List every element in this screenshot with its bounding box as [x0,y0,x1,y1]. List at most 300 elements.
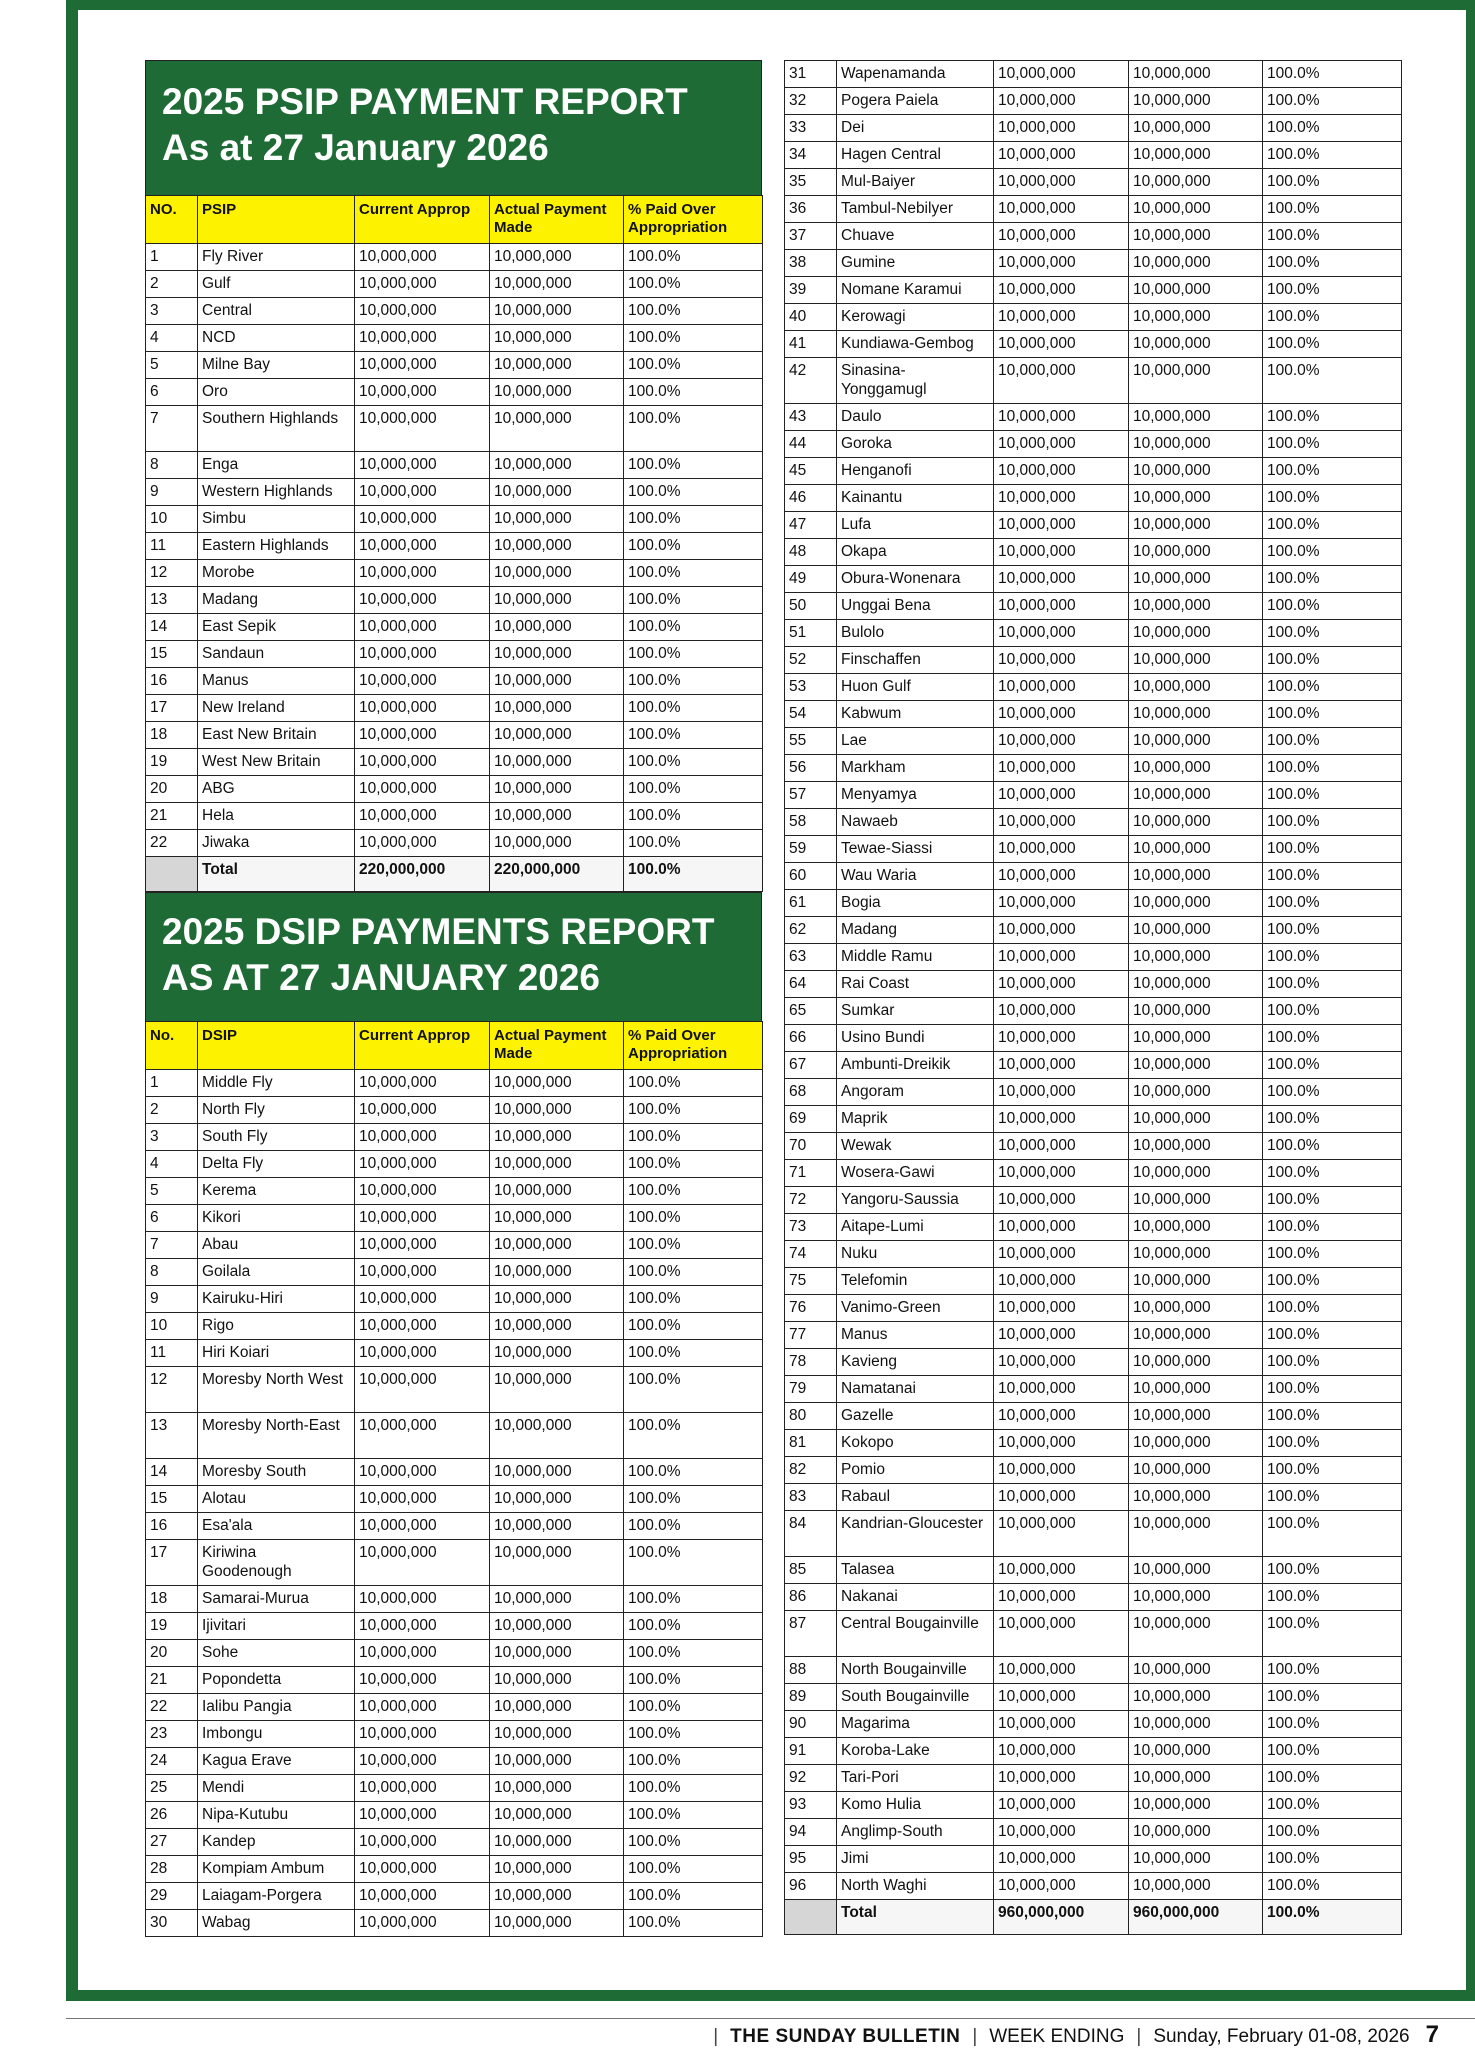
current-approp: 10,000,000 [994,755,1129,782]
district-name: NCD [198,325,355,352]
percent-paid: 100.0% [624,1829,763,1856]
row-number: 17 [146,695,198,722]
actual-payment: 10,000,000 [1129,1403,1263,1430]
table-row [785,863,1402,890]
actual-payment: 10,000,000 [490,1667,624,1694]
district-name: Daulo [837,404,994,431]
row-number: 56 [785,755,837,782]
table-row [785,539,1402,566]
current-approp: 10,000,000 [355,722,490,749]
actual-payment: 10,000,000 [1129,809,1263,836]
actual-payment: 10,000,000 [1129,1079,1263,1106]
psip-table [145,195,763,892]
percent-paid: 100.0% [1263,1557,1402,1584]
actual-payment: 10,000,000 [1129,331,1263,358]
row-number: 64 [785,971,837,998]
district-name: North Fly [198,1097,355,1124]
table-row [146,1459,763,1486]
row-number: 39 [785,277,837,304]
percent-paid: 100.0% [1263,250,1402,277]
current-approp: 10,000,000 [994,1025,1129,1052]
percent-paid: 100.0% [624,614,763,641]
row-number: 15 [146,1486,198,1513]
percent-paid: 100.0% [624,506,763,533]
actual-payment: 10,000,000 [1129,1241,1263,1268]
row-number: 58 [785,809,837,836]
table-row [146,1259,763,1286]
current-approp: 10,000,000 [355,1910,490,1937]
percent-paid: 100.0% [624,830,763,857]
row-number: 10 [146,1313,198,1340]
actual-payment: 10,000,000 [490,1340,624,1367]
district-name: Sinasina-Yonggamugl [837,358,994,404]
current-approp: 10,000,000 [994,1322,1129,1349]
district-name: East Sepik [198,614,355,641]
table-row [785,566,1402,593]
table-row [785,1079,1402,1106]
table-row [146,776,763,803]
current-approp: 10,000,000 [355,1413,490,1459]
row-number: 65 [785,998,837,1025]
actual-payment: 10,000,000 [490,560,624,587]
row-number: 48 [785,539,837,566]
row-number: 59 [785,836,837,863]
table-row [146,1070,763,1097]
table-row [785,1430,1402,1457]
footer-separator: | [713,2026,719,2047]
current-approp: 10,000,000 [994,458,1129,485]
district-name: Wewak [837,1133,994,1160]
table-row [146,1640,763,1667]
table-row [146,1856,763,1883]
row-number: 21 [146,1667,198,1694]
table-row [785,358,1402,404]
percent-paid: 100.0% [624,1694,763,1721]
district-name: Nomane Karamui [837,277,994,304]
actual-payment: 10,000,000 [1129,1106,1263,1133]
row-number: 12 [146,1367,198,1413]
actual-payment: 10,000,000 [1129,169,1263,196]
district-name: Henganofi [837,458,994,485]
psip-title-band [145,60,762,195]
actual-payment: 10,000,000 [1129,1187,1263,1214]
current-approp: 10,000,000 [355,479,490,506]
district-name: Chuave [837,223,994,250]
current-approp: 10,000,000 [994,1079,1129,1106]
current-approp: 10,000,000 [994,1738,1129,1765]
current-approp: 10,000,000 [994,593,1129,620]
table-row [785,1873,1402,1900]
row-number: 2 [146,1097,198,1124]
actual-payment: 10,000,000 [1129,1511,1263,1557]
table-row [785,1511,1402,1557]
total-blank [785,1900,837,1935]
table-row [146,1205,763,1232]
row-number: 36 [785,196,837,223]
table-row [146,1513,763,1540]
percent-paid: 100.0% [1263,1611,1402,1657]
percent-paid: 100.0% [1263,1403,1402,1430]
percent-paid: 100.0% [624,1856,763,1883]
district-name: Rai Coast [837,971,994,998]
percent-paid: 100.0% [1263,304,1402,331]
percent-paid: 100.0% [1263,1376,1402,1403]
district-name: Ialibu Pangia [198,1694,355,1721]
table-row [146,1340,763,1367]
table-row [785,1484,1402,1511]
current-approp: 10,000,000 [355,1667,490,1694]
row-number: 22 [146,1694,198,1721]
actual-payment: 10,000,000 [490,1413,624,1459]
current-approp: 10,000,000 [355,1070,490,1097]
actual-payment: 10,000,000 [1129,593,1263,620]
district-name: Kandrian-Gloucester [837,1511,994,1557]
district-name: Usino Bundi [837,1025,994,1052]
actual-payment: 10,000,000 [490,1367,624,1413]
percent-paid: 100.0% [624,406,763,452]
actual-payment: 10,000,000 [490,244,624,271]
actual-payment: 10,000,000 [490,1513,624,1540]
current-approp: 10,000,000 [994,304,1129,331]
actual-payment: 10,000,000 [490,1097,624,1124]
row-number: 12 [146,560,198,587]
district-name: Central Bougainville [837,1611,994,1657]
percent-paid: 100.0% [624,1124,763,1151]
actual-payment: 10,000,000 [1129,1025,1263,1052]
percent-paid: 100.0% [1263,88,1402,115]
percent-paid: 100.0% [1263,1511,1402,1557]
total-payment: 960,000,000 [1129,1900,1263,1935]
publication-name: THE SUNDAY BULLETIN [730,2026,961,2047]
percent-paid: 100.0% [1263,1846,1402,1873]
current-approp: 10,000,000 [994,674,1129,701]
row-number: 63 [785,944,837,971]
current-approp: 10,000,000 [355,1232,490,1259]
total-label: Total [198,857,355,892]
footer-date: Sunday, February 01-08, 2026 [1153,2026,1410,2047]
actual-payment: 10,000,000 [1129,836,1263,863]
current-approp: 10,000,000 [355,352,490,379]
actual-payment: 10,000,000 [490,1286,624,1313]
table-row [146,1883,763,1910]
current-approp: 10,000,000 [355,1313,490,1340]
actual-payment: 10,000,000 [1129,620,1263,647]
current-approp: 10,000,000 [994,1684,1129,1711]
current-approp: 10,000,000 [994,971,1129,998]
current-approp: 10,000,000 [355,830,490,857]
district-name: Nakanai [837,1584,994,1611]
percent-paid: 100.0% [624,560,763,587]
row-number: 82 [785,1457,837,1484]
percent-paid: 100.0% [624,1097,763,1124]
district-name: Wapenamanda [837,61,994,88]
total-label: Total [837,1900,994,1935]
column-header: Current Approp [355,196,490,244]
row-number: 13 [146,1413,198,1459]
table-row [146,1721,763,1748]
actual-payment: 10,000,000 [1129,1295,1263,1322]
actual-payment: 10,000,000 [490,1910,624,1937]
percent-paid: 100.0% [1263,1711,1402,1738]
district-name: Central [198,298,355,325]
district-name: Sandaun [198,641,355,668]
district-name: Wau Waria [837,863,994,890]
district-name: South Bougainville [837,1684,994,1711]
current-approp: 10,000,000 [355,244,490,271]
row-number: 13 [146,587,198,614]
row-number: 45 [785,458,837,485]
table-row [146,325,763,352]
table-row [146,1486,763,1513]
percent-paid: 100.0% [1263,1214,1402,1241]
actual-payment: 10,000,000 [1129,88,1263,115]
percent-paid: 100.0% [624,1775,763,1802]
table-row [785,1187,1402,1214]
district-name: Rigo [198,1313,355,1340]
actual-payment: 10,000,000 [1129,674,1263,701]
row-number: 34 [785,142,837,169]
table-row [146,1910,763,1937]
current-approp: 10,000,000 [355,271,490,298]
district-name: Rabaul [837,1484,994,1511]
district-name: New Ireland [198,695,355,722]
percent-paid: 100.0% [624,1640,763,1667]
actual-payment: 10,000,000 [490,1802,624,1829]
row-number: 88 [785,1657,837,1684]
row-number: 18 [146,1586,198,1613]
table-row [146,1802,763,1829]
current-approp: 10,000,000 [355,587,490,614]
row-number: 96 [785,1873,837,1900]
row-number: 22 [146,830,198,857]
table-row [785,304,1402,331]
column-header: Actual Payment Made [490,196,624,244]
district-name: North Waghi [837,1873,994,1900]
table-row [146,1694,763,1721]
current-approp: 10,000,000 [994,1187,1129,1214]
row-number: 5 [146,352,198,379]
actual-payment: 10,000,000 [490,1205,624,1232]
current-approp: 10,000,000 [355,452,490,479]
row-number: 20 [146,776,198,803]
percent-paid: 100.0% [624,1486,763,1513]
table-row [785,1457,1402,1484]
actual-payment: 10,000,000 [1129,1792,1263,1819]
district-name: Sohe [198,1640,355,1667]
actual-payment: 10,000,000 [490,1721,624,1748]
row-number: 20 [146,1640,198,1667]
percent-paid: 100.0% [624,1540,763,1586]
percent-paid: 100.0% [1263,1295,1402,1322]
percent-paid: 100.0% [624,1313,763,1340]
actual-payment: 10,000,000 [490,668,624,695]
percent-paid: 100.0% [1263,1457,1402,1484]
percent-paid: 100.0% [1263,917,1402,944]
table-row [146,1413,763,1459]
percent-paid: 100.0% [624,722,763,749]
actual-payment: 10,000,000 [1129,971,1263,998]
district-name: Goilala [198,1259,355,1286]
current-approp: 10,000,000 [994,142,1129,169]
district-name: Mendi [198,1775,355,1802]
row-number: 9 [146,1286,198,1313]
table-row [146,1124,763,1151]
actual-payment: 10,000,000 [1129,728,1263,755]
percent-paid: 100.0% [1263,1025,1402,1052]
percent-paid: 100.0% [1263,674,1402,701]
table-row [146,695,763,722]
current-approp: 10,000,000 [994,61,1129,88]
district-name: Moresby South [198,1459,355,1486]
row-number: 70 [785,1133,837,1160]
table-row [146,1151,763,1178]
current-approp: 10,000,000 [355,695,490,722]
table-row [785,61,1402,88]
table-row [785,115,1402,142]
current-approp: 10,000,000 [994,1657,1129,1684]
table-row [785,196,1402,223]
percent-paid: 100.0% [1263,196,1402,223]
actual-payment: 10,000,000 [1129,701,1263,728]
percent-paid: 100.0% [1263,115,1402,142]
percent-paid: 100.0% [624,1513,763,1540]
percent-paid: 100.0% [1263,61,1402,88]
actual-payment: 10,000,000 [490,749,624,776]
district-name: Vanimo-Green [837,1295,994,1322]
district-name: Tambul-Nebilyer [837,196,994,223]
actual-payment: 10,000,000 [1129,1819,1263,1846]
current-approp: 10,000,000 [355,1151,490,1178]
table-row [146,533,763,560]
district-name: Gumine [837,250,994,277]
current-approp: 10,000,000 [355,1340,490,1367]
district-name: Aitape-Lumi [837,1214,994,1241]
district-name: Kokopo [837,1430,994,1457]
row-number: 6 [146,1205,198,1232]
row-number: 28 [146,1856,198,1883]
table-row [785,1684,1402,1711]
current-approp: 10,000,000 [994,1511,1129,1557]
row-number: 44 [785,431,837,458]
actual-payment: 10,000,000 [1129,61,1263,88]
table-row [785,88,1402,115]
district-name: West New Britain [198,749,355,776]
table-row [785,971,1402,998]
district-name: Morobe [198,560,355,587]
table-row [146,271,763,298]
table-row [146,406,763,452]
actual-payment: 10,000,000 [490,1829,624,1856]
row-number: 9 [146,479,198,506]
actual-payment: 10,000,000 [490,271,624,298]
dsip-table-part2 [784,60,1402,1935]
table-row [785,755,1402,782]
table-row [146,1286,763,1313]
district-name: Fly River [198,244,355,271]
actual-payment: 10,000,000 [1129,647,1263,674]
current-approp: 10,000,000 [994,1214,1129,1241]
current-approp: 10,000,000 [994,1611,1129,1657]
current-approp: 10,000,000 [994,223,1129,250]
table-row [785,1025,1402,1052]
total-blank [146,857,198,892]
actual-payment: 10,000,000 [490,641,624,668]
percent-paid: 100.0% [1263,539,1402,566]
current-approp: 10,000,000 [994,1765,1129,1792]
table-row [146,1613,763,1640]
percent-paid: 100.0% [624,1459,763,1486]
actual-payment: 10,000,000 [1129,944,1263,971]
district-name: Nawaeb [837,809,994,836]
actual-payment: 10,000,000 [490,722,624,749]
actual-payment: 10,000,000 [1129,890,1263,917]
total-approp: 960,000,000 [994,1900,1129,1935]
percent-paid: 100.0% [624,1232,763,1259]
row-number: 87 [785,1611,837,1657]
actual-payment: 10,000,000 [490,1748,624,1775]
percent-paid: 100.0% [1263,566,1402,593]
row-number: 92 [785,1765,837,1792]
percent-paid: 100.0% [1263,223,1402,250]
percent-paid: 100.0% [624,749,763,776]
district-name: Wosera-Gawi [837,1160,994,1187]
percent-paid: 100.0% [1263,485,1402,512]
current-approp: 10,000,000 [994,836,1129,863]
percent-paid: 100.0% [1263,1268,1402,1295]
row-number: 43 [785,404,837,431]
row-number: 14 [146,1459,198,1486]
district-name: Kundiawa-Gembog [837,331,994,358]
current-approp: 10,000,000 [994,863,1129,890]
actual-payment: 10,000,000 [490,533,624,560]
total-row [785,1900,1402,1935]
table-row [785,917,1402,944]
table-row [785,836,1402,863]
row-number: 1 [146,1070,198,1097]
table-row [785,1584,1402,1611]
district-name: Kompiam Ambum [198,1856,355,1883]
percent-paid: 100.0% [1263,358,1402,404]
table-row [785,512,1402,539]
current-approp: 10,000,000 [994,1133,1129,1160]
district-name: Sumkar [837,998,994,1025]
table-row [146,479,763,506]
table-row [785,223,1402,250]
percent-paid: 100.0% [624,803,763,830]
actual-payment: 10,000,000 [1129,1484,1263,1511]
percent-paid: 100.0% [1263,1873,1402,1900]
percent-paid: 100.0% [624,1178,763,1205]
row-number: 4 [146,325,198,352]
actual-payment: 10,000,000 [1129,404,1263,431]
actual-payment: 10,000,000 [1129,277,1263,304]
row-number: 91 [785,1738,837,1765]
table-row [785,1711,1402,1738]
table-row [785,782,1402,809]
district-name: Abau [198,1232,355,1259]
table-row [785,1106,1402,1133]
actual-payment: 10,000,000 [490,1883,624,1910]
district-name: Eastern Highlands [198,533,355,560]
current-approp: 10,000,000 [355,1124,490,1151]
district-name: Kabwum [837,701,994,728]
row-number: 10 [146,506,198,533]
actual-payment: 10,000,000 [490,830,624,857]
current-approp: 10,000,000 [994,647,1129,674]
percent-paid: 100.0% [1263,701,1402,728]
current-approp: 10,000,000 [994,196,1129,223]
current-approp: 10,000,000 [994,1403,1129,1430]
